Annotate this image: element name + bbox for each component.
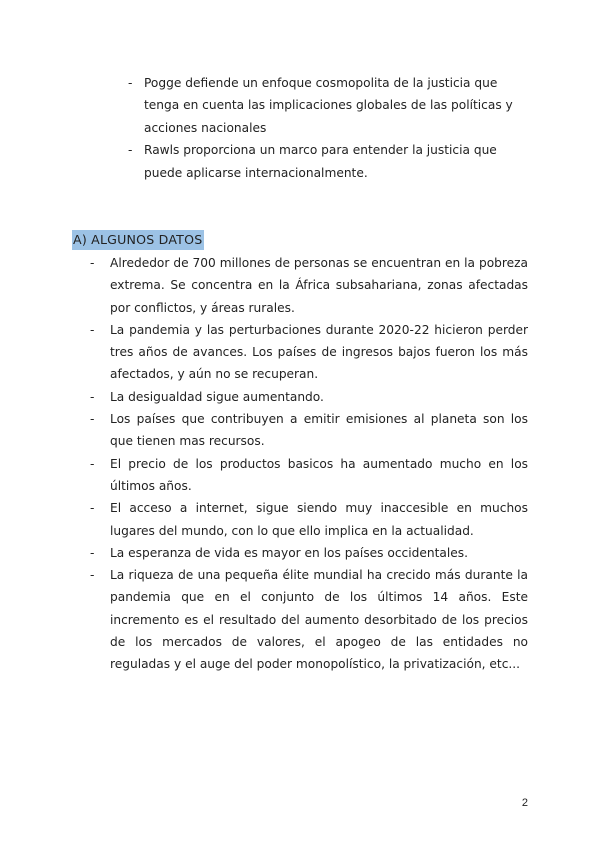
list-item — [90, 252, 528, 319]
section-heading: A) ALGUNOS DATOS — [72, 230, 204, 250]
list-item-text: La desigualdad sigue aumentando. — [110, 389, 324, 404]
list-item-text: La pandemia y las perturbaciones durante 2020-22 hicieron perder tres años de avances. Los países de ingresos bajos fueron los más afectados, y aún no se recuperan. — [110, 322, 528, 382]
data-bullet-list — [90, 252, 528, 676]
list-item-text: Alrededor de 700 millones de personas se encuentran en la pobreza extrema. Se concentra en la África subsahariana, zonas afectadas por conflictos, y áreas rurales. — [110, 256, 528, 315]
bullet-dash: - — [90, 412, 95, 427]
list-item — [128, 72, 528, 139]
list-item — [90, 564, 528, 675]
bullet-dash: - — [90, 568, 95, 583]
page-number: 2 — [521, 797, 528, 809]
list-item-text: Rawls proporciona un marco para entender la justicia que puede aplicarse internacionalmente. — [144, 143, 497, 180]
list-item-text: La riqueza de una pequeña élite mundial ha crecido más durante la pandemia que en el conjunto de los últimos 14 años. Este incremento es el resultado del aumento desorbitado de los precios de los mercados de valores, el apogeo de las entidades no reguladas y el auge del poder monopolístico, la privatización, etc... — [110, 568, 528, 672]
bullet-dash: - — [90, 545, 95, 560]
bullet-dash: - — [90, 256, 95, 270]
list-item — [128, 139, 528, 184]
list-item-text: Los países que contribuyen a emitir emisiones al planeta son los que tienen mas recursos. — [110, 412, 528, 449]
list-item — [90, 386, 528, 408]
list-item-text: Pogge defiende un enfoque cosmopolita de la justicia que tenga en cuenta las implicaciones globales de las políticas y acciones nacionales — [144, 76, 513, 135]
list-item — [90, 497, 528, 542]
list-item — [90, 453, 528, 498]
list-item — [90, 542, 528, 564]
list-item-text: La esperanza de vida es mayor en los países occidentales. — [110, 545, 468, 560]
bullet-dash: - — [128, 76, 133, 90]
bullet-dash: - — [128, 143, 133, 158]
list-item — [90, 319, 528, 386]
list-item — [90, 408, 528, 453]
intro-bullet-list — [128, 72, 528, 184]
bullet-dash: - — [90, 389, 95, 404]
bullet-dash: - — [90, 322, 95, 337]
bullet-dash: - — [90, 456, 95, 471]
list-item-text: El acceso a internet, sigue siendo muy inaccesible en muchos lugares del mundo, con lo que ello implica en la actualidad. — [110, 501, 528, 538]
list-item-text: El precio de los productos basicos ha aumentado mucho en los últimos años. — [110, 456, 528, 493]
bullet-dash: - — [90, 501, 95, 516]
